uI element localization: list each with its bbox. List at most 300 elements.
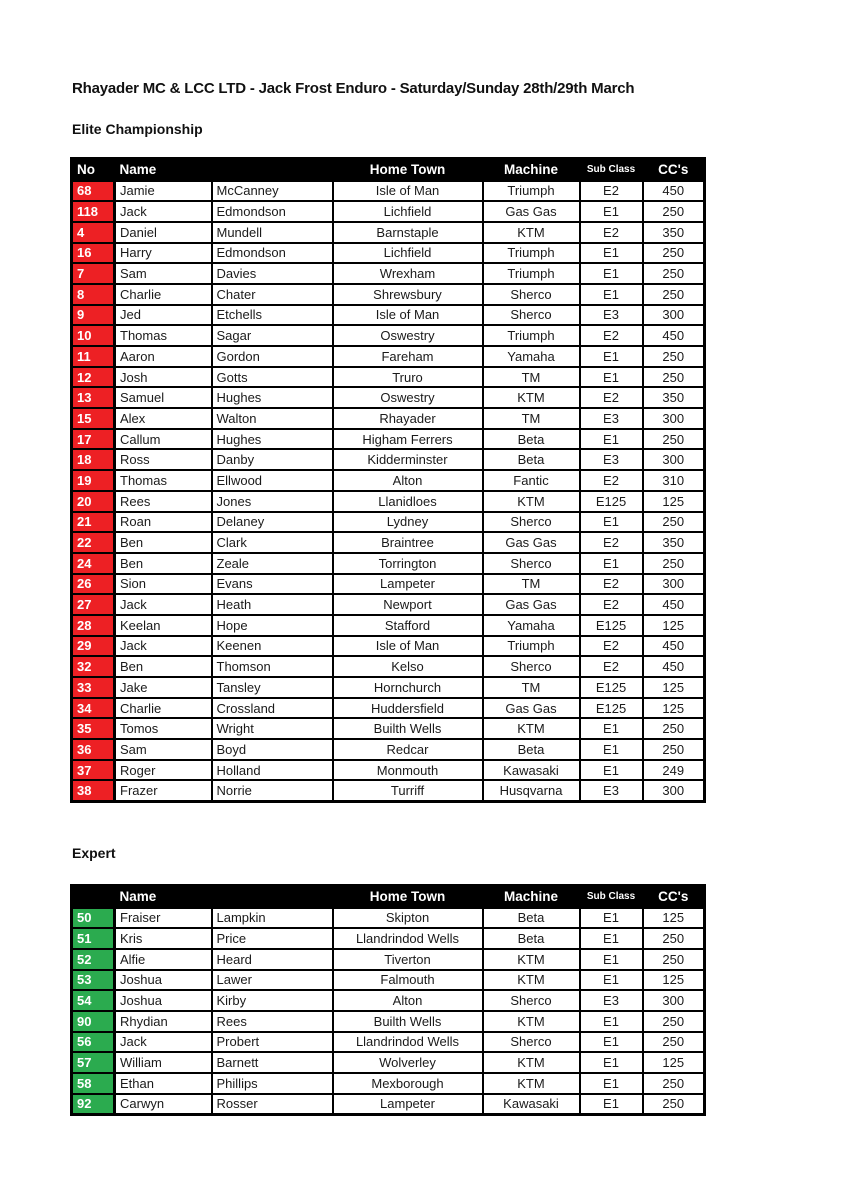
sub-class-cell: E1	[580, 928, 643, 949]
surname-cell: Evans	[212, 574, 333, 595]
no-cell: 10	[72, 325, 115, 346]
machine-cell: TM	[483, 677, 580, 698]
ccs-cell: 250	[643, 928, 705, 949]
table-body	[72, 181, 705, 802]
machine-cell: KTM	[483, 1011, 580, 1032]
table-row	[72, 470, 705, 491]
home-town-cell: Hornchurch	[333, 677, 483, 698]
no-cell: 28	[72, 615, 115, 636]
ccs-cell: 450	[643, 181, 705, 202]
surname-cell: Hope	[212, 615, 333, 636]
header-sub-class: Sub Class	[580, 159, 643, 181]
home-town-cell: Builth Wells	[333, 1011, 483, 1032]
no-cell: 34	[72, 698, 115, 719]
sub-class-cell: E3	[580, 990, 643, 1011]
machine-cell: Fantic	[483, 470, 580, 491]
no-cell: 9	[72, 305, 115, 326]
sub-class-cell: E1	[580, 908, 643, 929]
home-town-cell: Fareham	[333, 346, 483, 367]
table-row	[72, 739, 705, 760]
ccs-cell: 450	[643, 325, 705, 346]
home-town-cell: Shrewsbury	[333, 284, 483, 305]
machine-cell: KTM	[483, 1052, 580, 1073]
surname-cell: Delaney	[212, 512, 333, 533]
first-name-cell: Ross	[115, 449, 212, 470]
home-town-cell: Lampeter	[333, 574, 483, 595]
header-sub-class: Sub Class	[580, 886, 643, 908]
table-row	[72, 718, 705, 739]
surname-cell: Lampkin	[212, 908, 333, 929]
ccs-cell: 250	[643, 1032, 705, 1053]
sub-class-cell: E1	[580, 1052, 643, 1073]
ccs-cell: 300	[643, 990, 705, 1011]
table-header-row	[72, 159, 705, 181]
home-town-cell: Wrexham	[333, 263, 483, 284]
surname-cell: Tansley	[212, 677, 333, 698]
first-name-cell: Ben	[115, 656, 212, 677]
first-name-cell: Sam	[115, 263, 212, 284]
surname-cell: Thomson	[212, 656, 333, 677]
header-no	[72, 886, 115, 908]
first-name-cell: Thomas	[115, 470, 212, 491]
home-town-cell: Isle of Man	[333, 636, 483, 657]
sub-class-cell: E2	[580, 181, 643, 202]
ccs-cell: 250	[643, 739, 705, 760]
machine-cell: Beta	[483, 928, 580, 949]
surname-cell: Price	[212, 928, 333, 949]
table-row	[72, 656, 705, 677]
home-town-cell: Isle of Man	[333, 305, 483, 326]
table-row	[72, 263, 705, 284]
machine-cell: Gas Gas	[483, 532, 580, 553]
no-cell: 36	[72, 739, 115, 760]
machine-cell: Sherco	[483, 553, 580, 574]
first-name-cell: Ethan	[115, 1073, 212, 1094]
ccs-cell: 450	[643, 656, 705, 677]
home-town-cell: Redcar	[333, 739, 483, 760]
table-row	[72, 574, 705, 595]
home-town-cell: Isle of Man	[333, 181, 483, 202]
home-town-cell: Kidderminster	[333, 449, 483, 470]
machine-cell: Yamaha	[483, 615, 580, 636]
sub-class-cell: E3	[580, 408, 643, 429]
expert-entry-table	[70, 884, 706, 1116]
table-row	[72, 222, 705, 243]
table-row	[72, 1073, 705, 1094]
table-row	[72, 1032, 705, 1053]
home-town-cell: Builth Wells	[333, 718, 483, 739]
surname-cell: McCanney	[212, 181, 333, 202]
ccs-cell: 125	[643, 615, 705, 636]
machine-cell: KTM	[483, 970, 580, 991]
first-name-cell: Harry	[115, 243, 212, 264]
no-cell: 53	[72, 970, 115, 991]
ccs-cell: 250	[643, 263, 705, 284]
no-cell: 37	[72, 760, 115, 781]
no-cell: 54	[72, 990, 115, 1011]
home-town-cell: Alton	[333, 990, 483, 1011]
machine-cell: KTM	[483, 718, 580, 739]
no-cell: 21	[72, 512, 115, 533]
first-name-cell: Joshua	[115, 970, 212, 991]
ccs-cell: 125	[643, 698, 705, 719]
surname-cell: Gordon	[212, 346, 333, 367]
surname-cell: Jones	[212, 491, 333, 512]
header-machine: Machine	[483, 159, 580, 181]
sub-class-cell: E125	[580, 677, 643, 698]
no-cell: 50	[72, 908, 115, 929]
surname-cell: Heath	[212, 594, 333, 615]
ccs-cell: 350	[643, 387, 705, 408]
machine-cell: KTM	[483, 1073, 580, 1094]
no-cell: 16	[72, 243, 115, 264]
first-name-cell: Jed	[115, 305, 212, 326]
machine-cell: KTM	[483, 491, 580, 512]
ccs-cell: 249	[643, 760, 705, 781]
sub-class-cell: E2	[580, 387, 643, 408]
ccs-cell: 250	[643, 949, 705, 970]
machine-cell: Sherco	[483, 305, 580, 326]
table-row	[72, 615, 705, 636]
no-cell: 15	[72, 408, 115, 429]
home-town-cell: Oswestry	[333, 325, 483, 346]
page-title: Rhayader MC & LCC LTD - Jack Frost Enduro - Saturday/Sunday 28th/29th March	[72, 80, 635, 97]
home-town-cell: Stafford	[333, 615, 483, 636]
first-name-cell: Fraiser	[115, 908, 212, 929]
surname-cell: Heard	[212, 949, 333, 970]
table-row	[72, 387, 705, 408]
sub-class-cell: E1	[580, 284, 643, 305]
home-town-cell: Torrington	[333, 553, 483, 574]
table-row	[72, 677, 705, 698]
first-name-cell: Charlie	[115, 698, 212, 719]
first-name-cell: Roger	[115, 760, 212, 781]
machine-cell: KTM	[483, 222, 580, 243]
ccs-cell: 250	[643, 367, 705, 388]
first-name-cell: Carwyn	[115, 1094, 212, 1115]
first-name-cell: Ben	[115, 553, 212, 574]
first-name-cell: Sam	[115, 739, 212, 760]
surname-cell: Davies	[212, 263, 333, 284]
ccs-cell: 310	[643, 470, 705, 491]
surname-cell: Edmondson	[212, 201, 333, 222]
sub-class-cell: E1	[580, 970, 643, 991]
table-row	[72, 284, 705, 305]
ccs-cell: 250	[643, 512, 705, 533]
no-cell: 12	[72, 367, 115, 388]
no-cell: 38	[72, 780, 115, 801]
sub-class-cell: E1	[580, 346, 643, 367]
header-name: Name	[115, 159, 212, 181]
ccs-cell: 300	[643, 449, 705, 470]
home-town-cell: Braintree	[333, 532, 483, 553]
home-town-cell: Lichfield	[333, 243, 483, 264]
surname-cell: Kirby	[212, 990, 333, 1011]
ccs-cell: 250	[643, 346, 705, 367]
home-town-cell: Lydney	[333, 512, 483, 533]
no-cell: 51	[72, 928, 115, 949]
table-body	[72, 908, 705, 1115]
table-row	[72, 181, 705, 202]
home-town-cell: Llandrindod Wells	[333, 928, 483, 949]
ccs-cell: 300	[643, 305, 705, 326]
surname-cell: Barnett	[212, 1052, 333, 1073]
surname-cell: Wright	[212, 718, 333, 739]
home-town-cell: Rhayader	[333, 408, 483, 429]
home-town-cell: Kelso	[333, 656, 483, 677]
no-cell: 27	[72, 594, 115, 615]
table-row	[72, 1052, 705, 1073]
sub-class-cell: E1	[580, 718, 643, 739]
table-row	[72, 990, 705, 1011]
header-machine: Machine	[483, 886, 580, 908]
machine-cell: Triumph	[483, 636, 580, 657]
table-row	[72, 367, 705, 388]
no-cell: 18	[72, 449, 115, 470]
home-town-cell: Lichfield	[333, 201, 483, 222]
header-home-town: Home Town	[333, 886, 483, 908]
surname-cell: Ellwood	[212, 470, 333, 491]
machine-cell: Kawasaki	[483, 760, 580, 781]
first-name-cell: Thomas	[115, 325, 212, 346]
table-header	[72, 159, 705, 181]
sub-class-cell: E125	[580, 615, 643, 636]
ccs-cell: 250	[643, 243, 705, 264]
header-no: No	[72, 159, 115, 181]
home-town-cell: Turriff	[333, 780, 483, 801]
first-name-cell: Frazer	[115, 780, 212, 801]
no-cell: 32	[72, 656, 115, 677]
sub-class-cell: E1	[580, 1073, 643, 1094]
table-row	[72, 1094, 705, 1115]
no-cell: 19	[72, 470, 115, 491]
ccs-cell: 250	[643, 1011, 705, 1032]
ccs-cell: 250	[643, 718, 705, 739]
surname-cell: Mundell	[212, 222, 333, 243]
first-name-cell: Josh	[115, 367, 212, 388]
first-name-cell: Roan	[115, 512, 212, 533]
table-row	[72, 429, 705, 450]
header-ccs: CC's	[643, 886, 705, 908]
first-name-cell: Jack	[115, 1032, 212, 1053]
machine-cell: Yamaha	[483, 346, 580, 367]
first-name-cell: Alex	[115, 408, 212, 429]
ccs-cell: 300	[643, 780, 705, 801]
surname-cell: Rees	[212, 1011, 333, 1032]
surname-cell: Clark	[212, 532, 333, 553]
machine-cell: Beta	[483, 449, 580, 470]
home-town-cell: Barnstaple	[333, 222, 483, 243]
sub-class-cell: E125	[580, 491, 643, 512]
surname-cell: Etchells	[212, 305, 333, 326]
no-cell: 56	[72, 1032, 115, 1053]
table-row	[72, 780, 705, 801]
table-row	[72, 928, 705, 949]
first-name-cell: Callum	[115, 429, 212, 450]
machine-cell: Sherco	[483, 284, 580, 305]
table-row	[72, 970, 705, 991]
surname-cell: Edmondson	[212, 243, 333, 264]
first-name-cell: Joshua	[115, 990, 212, 1011]
sub-class-cell: E1	[580, 1011, 643, 1032]
first-name-cell: Kris	[115, 928, 212, 949]
home-town-cell: Lampeter	[333, 1094, 483, 1115]
no-cell: 92	[72, 1094, 115, 1115]
sub-class-cell: E1	[580, 739, 643, 760]
table-row	[72, 760, 705, 781]
machine-cell: Gas Gas	[483, 594, 580, 615]
ccs-cell: 250	[643, 553, 705, 574]
sub-class-cell: E1	[580, 429, 643, 450]
ccs-cell: 125	[643, 1052, 705, 1073]
sub-class-cell: E1	[580, 553, 643, 574]
ccs-cell: 125	[643, 970, 705, 991]
sub-class-cell: E3	[580, 305, 643, 326]
home-town-cell: Higham Ferrers	[333, 429, 483, 450]
first-name-cell: Charlie	[115, 284, 212, 305]
surname-cell: Gotts	[212, 367, 333, 388]
ccs-cell: 250	[643, 1073, 705, 1094]
no-cell: 17	[72, 429, 115, 450]
first-name-cell: Tomos	[115, 718, 212, 739]
surname-cell: Danby	[212, 449, 333, 470]
surname-cell: Boyd	[212, 739, 333, 760]
table-header	[72, 886, 705, 908]
home-town-cell: Wolverley	[333, 1052, 483, 1073]
first-name-cell: William	[115, 1052, 212, 1073]
surname-cell: Hughes	[212, 387, 333, 408]
sub-class-cell: E1	[580, 201, 643, 222]
no-cell: 58	[72, 1073, 115, 1094]
ccs-cell: 250	[643, 201, 705, 222]
no-cell: 35	[72, 718, 115, 739]
ccs-cell: 350	[643, 532, 705, 553]
no-cell: 22	[72, 532, 115, 553]
table-row	[72, 908, 705, 929]
surname-cell: Zeale	[212, 553, 333, 574]
section-heading-expert: Expert	[72, 845, 116, 861]
first-name-cell: Keelan	[115, 615, 212, 636]
table-row	[72, 243, 705, 264]
first-name-cell: Rhydian	[115, 1011, 212, 1032]
table-row	[72, 553, 705, 574]
surname-cell: Phillips	[212, 1073, 333, 1094]
no-cell: 13	[72, 387, 115, 408]
table-header-row	[72, 886, 705, 908]
header-ccs: CC's	[643, 159, 705, 181]
sub-class-cell: E2	[580, 532, 643, 553]
no-cell: 20	[72, 491, 115, 512]
sub-class-cell: E3	[580, 449, 643, 470]
sub-class-cell: E3	[580, 780, 643, 801]
machine-cell: KTM	[483, 949, 580, 970]
surname-cell: Crossland	[212, 698, 333, 719]
home-town-cell: Monmouth	[333, 760, 483, 781]
sub-class-cell: E2	[580, 594, 643, 615]
sub-class-cell: E125	[580, 698, 643, 719]
table-row	[72, 408, 705, 429]
home-town-cell: Truro	[333, 367, 483, 388]
no-cell: 8	[72, 284, 115, 305]
no-cell: 26	[72, 574, 115, 595]
first-name-cell: Jack	[115, 201, 212, 222]
machine-cell: Beta	[483, 908, 580, 929]
home-town-cell: Llandrindod Wells	[333, 1032, 483, 1053]
no-cell: 90	[72, 1011, 115, 1032]
ccs-cell: 250	[643, 429, 705, 450]
sub-class-cell: E2	[580, 222, 643, 243]
machine-cell: Gas Gas	[483, 201, 580, 222]
ccs-cell: 350	[643, 222, 705, 243]
machine-cell: TM	[483, 574, 580, 595]
first-name-cell: Jake	[115, 677, 212, 698]
machine-cell: Triumph	[483, 243, 580, 264]
machine-cell: Sherco	[483, 656, 580, 677]
header-home-town: Home Town	[333, 159, 483, 181]
ccs-cell: 125	[643, 677, 705, 698]
home-town-cell: Oswestry	[333, 387, 483, 408]
machine-cell: Triumph	[483, 263, 580, 284]
home-town-cell: Alton	[333, 470, 483, 491]
first-name-cell: Jack	[115, 594, 212, 615]
surname-cell: Keenen	[212, 636, 333, 657]
home-town-cell: Huddersfield	[333, 698, 483, 719]
ccs-cell: 250	[643, 284, 705, 305]
no-cell: 68	[72, 181, 115, 202]
machine-cell: Sherco	[483, 512, 580, 533]
first-name-cell: Aaron	[115, 346, 212, 367]
no-cell: 57	[72, 1052, 115, 1073]
machine-cell: Kawasaki	[483, 1094, 580, 1115]
table-row	[72, 346, 705, 367]
surname-cell: Norrie	[212, 780, 333, 801]
table-row	[72, 305, 705, 326]
ccs-cell: 125	[643, 908, 705, 929]
home-town-cell: Newport	[333, 594, 483, 615]
sub-class-cell: E2	[580, 656, 643, 677]
sub-class-cell: E2	[580, 470, 643, 491]
no-cell: 33	[72, 677, 115, 698]
surname-cell: Hughes	[212, 429, 333, 450]
machine-cell: TM	[483, 408, 580, 429]
machine-cell: KTM	[483, 387, 580, 408]
surname-cell: Rosser	[212, 1094, 333, 1115]
table-row	[72, 1011, 705, 1032]
first-name-cell: Rees	[115, 491, 212, 512]
ccs-cell: 450	[643, 594, 705, 615]
table-row	[72, 949, 705, 970]
surname-cell: Probert	[212, 1032, 333, 1053]
no-cell: 118	[72, 201, 115, 222]
surname-cell: Chater	[212, 284, 333, 305]
sub-class-cell: E1	[580, 949, 643, 970]
home-town-cell: Llanidloes	[333, 491, 483, 512]
first-name-cell: Daniel	[115, 222, 212, 243]
header-surname	[212, 886, 333, 908]
no-cell: 7	[72, 263, 115, 284]
machine-cell: Husqvarna	[483, 780, 580, 801]
machine-cell: Beta	[483, 429, 580, 450]
no-cell: 4	[72, 222, 115, 243]
machine-cell: Triumph	[483, 181, 580, 202]
first-name-cell: Alfie	[115, 949, 212, 970]
machine-cell: Sherco	[483, 990, 580, 1011]
header-name: Name	[115, 886, 212, 908]
sub-class-cell: E2	[580, 636, 643, 657]
home-town-cell: Skipton	[333, 908, 483, 929]
sub-class-cell: E1	[580, 263, 643, 284]
table-row	[72, 449, 705, 470]
